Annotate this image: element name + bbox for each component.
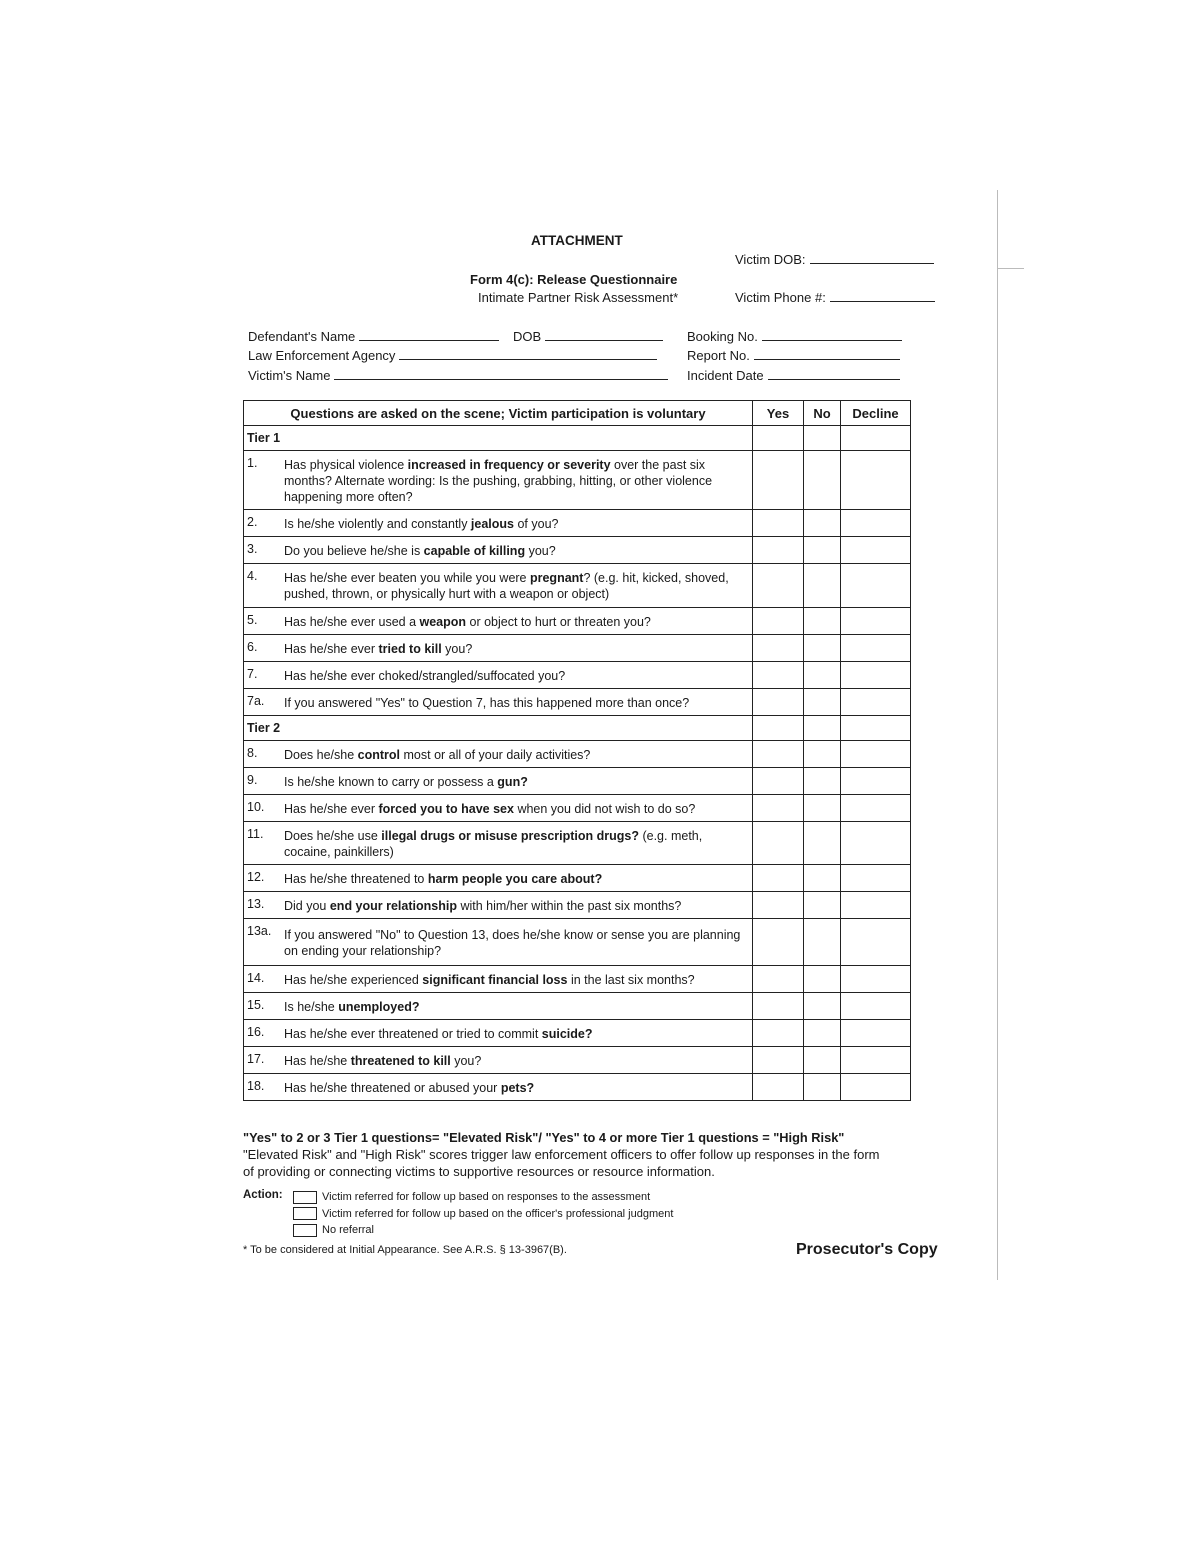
- column-no: No: [804, 401, 841, 426]
- form-subtitle: Intimate Partner Risk Assessment*: [478, 290, 679, 305]
- answer-cell-decline[interactable]: [841, 865, 911, 892]
- question-number: 11.: [244, 822, 281, 865]
- answer-cell-decline[interactable]: [841, 689, 911, 716]
- scoring-rule: "Yes" to 2 or 3 Tier 1 questions= "Elevated Risk"/ "Yes" to 4 or more Tier 1 questions = "High Risk": [243, 1130, 845, 1145]
- question-segment: If you answered "No" to Question 13, does he/she know or sense you are planning on ending your relationship?: [284, 927, 741, 958]
- footnote: * To be considered at Initial Appearance. See A.R.S. § 13-3967(B).: [243, 1244, 567, 1256]
- question-text: [280, 662, 753, 689]
- question-text: [280, 1047, 753, 1074]
- question-text: [280, 689, 753, 716]
- tier-row: [244, 426, 911, 451]
- question-segment: you?: [450, 1053, 482, 1068]
- answer-cell-no[interactable]: [804, 635, 841, 662]
- column-decline: Decline: [841, 401, 911, 426]
- answer-cell-decline[interactable]: [841, 451, 911, 510]
- question-text: [280, 892, 753, 919]
- question-text: [280, 510, 753, 537]
- copy-label: Prosecutor's Copy: [796, 1241, 938, 1258]
- question-row: [244, 451, 911, 510]
- answer-cell-no[interactable]: [804, 768, 841, 795]
- tier-label: Tier 1: [244, 426, 753, 451]
- question-number: 3.: [244, 537, 281, 564]
- question-segment: Has he/she threatened to: [284, 871, 428, 886]
- answer-cell-decline[interactable]: [841, 919, 911, 966]
- action-label: Action:: [243, 1189, 283, 1201]
- answer-cell-no[interactable]: [804, 608, 841, 635]
- answer-cell-yes[interactable]: [753, 451, 804, 510]
- answer-cell-yes[interactable]: [753, 537, 804, 564]
- answer-cell-yes[interactable]: [753, 822, 804, 865]
- answer-cell-decline[interactable]: [841, 1074, 911, 1101]
- question-segment: Has physical violence: [284, 457, 408, 472]
- question-segment: with him/her within the past six months?: [456, 898, 682, 913]
- answer-cell-no: [804, 716, 841, 741]
- question-row: [244, 635, 911, 662]
- question-number: 14.: [244, 966, 281, 993]
- question-segment: Has he/she ever: [284, 641, 379, 656]
- victim-name-field[interactable]: [248, 368, 668, 383]
- answer-cell-decline[interactable]: [841, 795, 911, 822]
- agency-label: Law Enforcement Agency: [248, 348, 396, 363]
- question-number: 1.: [244, 451, 281, 510]
- question-text: [280, 564, 753, 608]
- question-segment: Did you: [284, 898, 330, 913]
- question-segment: Has he/she experienced: [284, 972, 423, 987]
- answer-cell-no[interactable]: [804, 1047, 841, 1074]
- question-emphasis: weapon: [419, 614, 467, 629]
- question-text: [280, 1074, 753, 1101]
- question-segment: when you did not wish to do so?: [513, 801, 696, 816]
- question-number: 16.: [244, 1020, 281, 1047]
- answer-cell-no[interactable]: [804, 1020, 841, 1047]
- tier-label: Tier 2: [244, 716, 753, 741]
- answer-cell-yes: [753, 426, 804, 451]
- answer-cell-yes: [753, 716, 804, 741]
- answer-cell-decline[interactable]: [841, 1020, 911, 1047]
- table-header-row: [244, 401, 911, 426]
- action-option-label: No referral: [322, 1224, 374, 1236]
- question-segment: Does he/she: [284, 747, 358, 762]
- question-text: [280, 768, 753, 795]
- question-segment: Has he/she ever beaten you while you were: [284, 571, 530, 585]
- defendant-name-label: Defendant's Name: [248, 329, 356, 344]
- question-segment: of you?: [514, 516, 559, 531]
- question-emphasis: increased in frequency or severity: [407, 457, 611, 472]
- checkbox[interactable]: [293, 1191, 317, 1204]
- action-option-label: Victim referred for follow up based on responses to the assessment: [322, 1191, 651, 1203]
- question-row: [244, 822, 911, 865]
- question-segment: Has he/she ever used a: [284, 614, 420, 629]
- question-text: [280, 966, 753, 993]
- answer-cell-no[interactable]: [804, 1074, 841, 1101]
- booking-no-label: Booking No.: [687, 329, 758, 344]
- checkbox[interactable]: [293, 1207, 317, 1220]
- question-number: 6.: [244, 635, 281, 662]
- question-row: [244, 993, 911, 1020]
- question-number: 13a.: [244, 919, 281, 966]
- defendant-name-field[interactable]: [248, 329, 499, 344]
- question-row: [244, 689, 911, 716]
- answer-cell-no[interactable]: [804, 892, 841, 919]
- question-row: [244, 510, 911, 537]
- booking-no-field[interactable]: [687, 329, 902, 344]
- question-number: 7.: [244, 662, 281, 689]
- questionnaire-table: [243, 400, 911, 1101]
- answer-cell-no[interactable]: [804, 741, 841, 768]
- question-row: [244, 795, 911, 822]
- answer-cell-decline[interactable]: [841, 993, 911, 1020]
- answer-cell-yes[interactable]: [753, 689, 804, 716]
- scoring-note: "Elevated Risk" and "High Risk" scores trigger law enforcement officers to offer follow up responses in the form of providing or connecting victims to supportive resources or resource information.: [243, 1147, 880, 1179]
- question-row: [244, 768, 911, 795]
- question-emphasis: threatened to kill: [350, 1053, 451, 1068]
- victim-dob-label: Victim DOB:: [735, 252, 806, 267]
- question-segment: Has he/she ever: [284, 801, 379, 816]
- answer-cell-no: [804, 426, 841, 451]
- answer-cell-yes[interactable]: [753, 966, 804, 993]
- answer-cell-no[interactable]: [804, 865, 841, 892]
- question-text: [280, 451, 753, 510]
- dob-field[interactable]: [513, 329, 663, 344]
- question-emphasis: unemployed?: [338, 999, 420, 1014]
- answer-cell-decline[interactable]: [841, 510, 911, 537]
- question-segment: most or all of your daily activities?: [400, 747, 591, 762]
- answer-cell-yes[interactable]: [753, 1074, 804, 1101]
- question-segment: Is he/she violently and constantly: [284, 516, 471, 531]
- column-yes: Yes: [753, 401, 804, 426]
- question-segment: you?: [525, 543, 556, 558]
- tier-row: [244, 716, 911, 741]
- answer-cell-no[interactable]: [804, 993, 841, 1020]
- answer-cell-yes[interactable]: [753, 510, 804, 537]
- question-number: 8.: [244, 741, 281, 768]
- action-option[interactable]: [293, 1189, 673, 1206]
- report-no-field[interactable]: [687, 348, 900, 363]
- answer-cell-no[interactable]: [804, 564, 841, 608]
- question-row: [244, 966, 911, 993]
- victim-name-label: Victim's Name: [248, 368, 331, 383]
- question-emphasis: pregnant: [529, 571, 584, 585]
- answer-cell-decline[interactable]: [841, 768, 911, 795]
- question-row: [244, 662, 911, 689]
- question-number: 18.: [244, 1074, 281, 1101]
- answer-cell-yes[interactable]: [753, 865, 804, 892]
- question-text: [280, 635, 753, 662]
- answer-cell-yes[interactable]: [753, 795, 804, 822]
- question-segment: you?: [441, 641, 473, 656]
- question-row: [244, 865, 911, 892]
- action-option-label: Victim referred for follow up based on the officer's professional judgment: [322, 1207, 674, 1220]
- question-row: [244, 608, 911, 635]
- victim-phone-label: Victim Phone #:: [735, 290, 826, 305]
- action-option[interactable]: [293, 1222, 673, 1239]
- question-emphasis: suicide?: [541, 1026, 593, 1041]
- answer-cell-no[interactable]: [804, 662, 841, 689]
- question-emphasis: gun?: [497, 774, 528, 789]
- answer-cell-yes[interactable]: [753, 635, 804, 662]
- answer-cell-no[interactable]: [804, 966, 841, 993]
- answer-cell-no[interactable]: [804, 795, 841, 822]
- question-emphasis: tried to kill: [378, 641, 442, 656]
- question-emphasis: jealous: [470, 516, 514, 531]
- question-segment: Is he/she: [284, 999, 339, 1014]
- answer-cell-decline[interactable]: [841, 966, 911, 993]
- question-number: 12.: [244, 865, 281, 892]
- question-segment: Has he/she threatened or abused your: [284, 1080, 501, 1095]
- scan-edge: [997, 190, 998, 1280]
- answer-cell-no[interactable]: [804, 919, 841, 966]
- question-number: 13.: [244, 892, 281, 919]
- question-row: [244, 741, 911, 768]
- question-text: [280, 795, 753, 822]
- answer-cell-decline[interactable]: [841, 635, 911, 662]
- question-number: 17.: [244, 1047, 281, 1074]
- question-segment: ? (e.g. hit, kicked, shoved, pushed, thrown, or physically hurt with a weapon or object): [284, 571, 729, 601]
- answer-cell-yes[interactable]: [753, 608, 804, 635]
- incident-date-field[interactable]: [687, 368, 900, 383]
- answer-cell-yes[interactable]: [753, 662, 804, 689]
- question-segment: (e.g. meth, cocaine, painkillers): [284, 828, 703, 859]
- question-text: [280, 608, 753, 635]
- answer-cell-no[interactable]: [804, 451, 841, 510]
- answer-cell-yes[interactable]: [753, 564, 804, 608]
- answer-cell-no[interactable]: [804, 537, 841, 564]
- victim-phone-field[interactable]: [735, 290, 935, 305]
- answer-cell-decline: [841, 716, 911, 741]
- attachment-heading: ATTACHMENT: [531, 233, 623, 248]
- question-number: 7a.: [244, 689, 281, 716]
- incident-date-label: Incident Date: [687, 368, 764, 383]
- question-text: [280, 865, 753, 892]
- agency-field[interactable]: [248, 348, 657, 363]
- question-row: [244, 564, 911, 608]
- question-number: 15.: [244, 993, 281, 1020]
- action-options: [293, 1189, 673, 1239]
- question-number: 10.: [244, 795, 281, 822]
- question-segment: or object to hurt or threaten you?: [466, 614, 651, 629]
- question-number: 9.: [244, 768, 281, 795]
- answer-cell-decline[interactable]: [841, 537, 911, 564]
- question-row: [244, 1020, 911, 1047]
- question-text: [280, 993, 753, 1020]
- answer-cell-no[interactable]: [804, 510, 841, 537]
- table-header-question: Questions are asked on the scene; Victim participation is voluntary: [244, 401, 753, 426]
- question-text: [280, 919, 753, 966]
- question-emphasis: end your relationship: [329, 898, 457, 913]
- question-segment: Has he/she ever choked/strangled/suffocated you?: [284, 668, 566, 683]
- question-emphasis: capable of killing: [423, 543, 526, 558]
- answer-cell-yes[interactable]: [753, 993, 804, 1020]
- question-number: 4.: [244, 564, 281, 608]
- question-text: [280, 741, 753, 768]
- answer-cell-no[interactable]: [804, 822, 841, 865]
- question-emphasis: harm people you care about?: [427, 871, 603, 886]
- question-segment: Is he/she known to carry or possess a: [284, 774, 498, 789]
- question-segment: Do you believe he/she is: [284, 543, 424, 558]
- victim-dob-field[interactable]: [735, 252, 934, 267]
- answer-cell-decline[interactable]: [841, 741, 911, 768]
- checkbox[interactable]: [293, 1224, 317, 1237]
- question-row: [244, 1074, 911, 1101]
- report-no-label: Report No.: [687, 348, 750, 363]
- question-segment: If you answered "Yes" to Question 7, has this happened more than once?: [284, 695, 690, 710]
- action-option[interactable]: [293, 1206, 673, 1223]
- answer-cell-yes[interactable]: [753, 768, 804, 795]
- answer-cell-yes[interactable]: [753, 1020, 804, 1047]
- question-segment: over the past six months? Alternate wording: Is the pushing, grabbing, hitting, or other violence happening more often?: [284, 457, 713, 504]
- answer-cell-no[interactable]: [804, 689, 841, 716]
- question-row: [244, 919, 911, 966]
- form-title: Form 4(c): Release Questionnaire: [470, 272, 678, 287]
- question-emphasis: significant financial loss: [422, 972, 568, 987]
- answer-cell-decline[interactable]: [841, 608, 911, 635]
- question-number: 2.: [244, 510, 281, 537]
- dob-label: DOB: [513, 329, 542, 344]
- answer-cell-decline[interactable]: [841, 564, 911, 608]
- answer-cell-yes[interactable]: [753, 741, 804, 768]
- answer-cell-yes[interactable]: [753, 892, 804, 919]
- question-row: [244, 892, 911, 919]
- question-segment: in the last six months?: [567, 972, 695, 987]
- answer-cell-decline[interactable]: [841, 892, 911, 919]
- question-emphasis: control: [357, 747, 401, 762]
- question-text: [280, 822, 753, 865]
- question-segment: Has he/she ever threatened or tried to commit: [284, 1026, 542, 1041]
- answer-cell-decline[interactable]: [841, 1047, 911, 1074]
- question-text: [280, 537, 753, 564]
- answer-cell-yes[interactable]: [753, 919, 804, 966]
- question-emphasis: forced you to have sex: [378, 801, 514, 816]
- question-emphasis: pets?: [500, 1080, 535, 1095]
- question-emphasis: illegal drugs or misuse prescription drugs?: [381, 828, 639, 843]
- question-row: [244, 537, 911, 564]
- question-rows: [244, 426, 911, 1101]
- question-segment: Does he/she use: [284, 828, 382, 843]
- answer-cell-decline[interactable]: [841, 662, 911, 689]
- question-segment: Has he/she: [284, 1053, 351, 1068]
- answer-cell-decline: [841, 426, 911, 451]
- answer-cell-decline[interactable]: [841, 822, 911, 865]
- scan-mark: [998, 268, 1024, 269]
- question-number: 5.: [244, 608, 281, 635]
- question-text: [280, 1020, 753, 1047]
- question-row: [244, 1047, 911, 1074]
- answer-cell-yes[interactable]: [753, 1047, 804, 1074]
